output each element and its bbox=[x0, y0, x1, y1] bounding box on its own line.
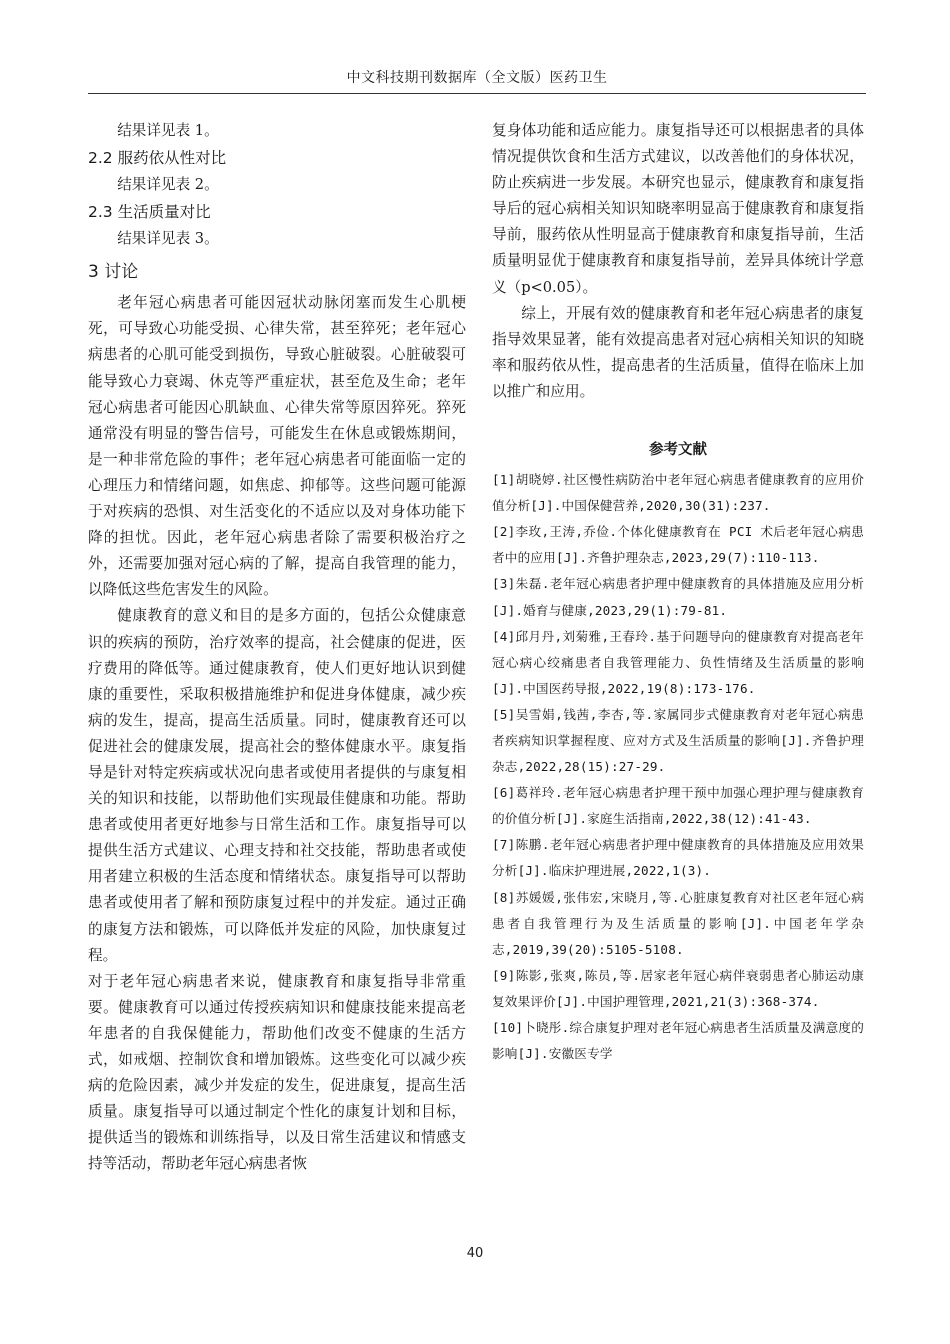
section-2-3-text: 结果详见表 3。 bbox=[117, 230, 219, 248]
discussion-paragraph-3: 对于老年冠心病患者来说，健康教育和康复指导非常重要。健康教育可以通过传授疾病知识和健康技能来提高老年患者的自我保健能力，帮助他们改变不健康的生活方式，如戒烟、控制饮食和增加锻炼。这些变化可以减少疾病的危险因素，减少并发症的发生，促进康复，提高生活质量。康复指导可以通过制定个性化的康复计划和目标，提供适当的锻炼和训练指导，以及日常生活建议和情感支持等活动，帮助老年冠心病患者恢 bbox=[88, 972, 466, 1173]
discussion-paragraph-2: 健康教育的意义和目的是多方面的，包括公众健康意识的疾病的预防，治疗效率的提高，社会健康的促进，医疗费用的降低等。通过健康教育，使人们更好地认识到健康的重要性，采取积极措施维护和促进身体健康，减少疾病的发生，提高，提高生活质量。同时，健康教育还可以促进社会的健康发展，提高社会的整体健康水平。康复指导是针对特定疾病或状况向患者或使用者提供的与康复相关的知识和技能，以帮助他们实现最佳健康和功能。帮助患者或使用者更好地参与日常生活和工作。康复指导可以提供生活方式建议、心理支持和社交技能，帮助患者或使用者建立积极的生活态度和情绪状态。康复指导可以帮助患者或使用者了解和预防康复过程中的并发症。通过正确的康复方法和锻炼，可以降低并发症的风险，加快康复过程。 bbox=[88, 607, 466, 964]
reference-item: [2]李玫,王涛,乔俭.个体化健康教育在 PCI 术后老年冠心病患者中的应用[J].齐鲁护理杂志,2023,29(7):110-113. bbox=[492, 524, 864, 566]
right-column bbox=[492, 118, 864, 1067]
continued-paragraph: 复身体功能和适应能力。康复指导还可以根据患者的具体情况提供饮食和生活方式建议，以改善他们的身体状况，防止疾病进一步发展。本研究也显示，健康教育和康复指导后的冠心病相关知识知晓率明显高于健康教育和康复指导前，服药依从性明显高于健康教育和康复指导前，生活质量明显优于健康教育和康复指导前，差异具体统计学意义（p<0.05）。 bbox=[492, 122, 864, 296]
reference-list bbox=[492, 467, 864, 1067]
section-3-heading: 3 讨论 bbox=[88, 262, 139, 283]
reference-item: [1]胡晓婷.社区慢性病防治中老年冠心病患者健康教育的应用价值分析[J].中国保健营养,2020,30(31):237. bbox=[492, 472, 864, 514]
journal-header: 中文科技期刊数据库（全文版）医药卫生 bbox=[346, 70, 608, 86]
left-column bbox=[88, 118, 466, 1177]
intro-line: 结果详见表 1。 bbox=[117, 122, 219, 139]
reference-item: [8]苏媛媛,张伟宏,宋晓月,等.心脏康复教育对社区老年冠心病患者自我管理行为及生活质量的影响[J].中国老年学杂志,2019,39(20):5105-5108. bbox=[492, 889, 864, 957]
section-2-2-heading: 2.2 服药依从性对比 bbox=[88, 149, 227, 168]
references-title: 参考文献 bbox=[649, 442, 707, 459]
reference-item: [4]邱月丹,刘菊雅,王春玲.基于问题导向的健康教育对提高老年冠心病心绞痛患者自我管理能力、负性情绪及生活质量的影响[J].中国医药导报,2022,19(8):173-176. bbox=[492, 628, 864, 696]
conclusion-paragraph: 综上，开展有效的健康教育和老年冠心病患者的康复指导效果显著，能有效提高患者对冠心病相关知识的知晓率和服药依从性，提高患者的生活质量，值得在临床上加以推广和应用。 bbox=[492, 304, 864, 400]
header-rule bbox=[88, 93, 866, 94]
discussion-paragraph-1: 老年冠心病患者可能因冠状动脉闭塞而发生心肌梗死，可导致心功能受损、心律失常，甚至猝死；老年冠心病患者的心肌可能受到损伤，导致心脏破裂。心脏破裂可能导致心力衰竭、休克等严重症状，甚至危及生命；老年冠心病患者可能因心肌缺血、心律失常等原因猝死。猝死通常没有明显的警告信号，可能发生在休息或锻炼期间，是一种非常危险的事件；老年冠心病患者可能面临一定的心理压力和情绪问题，如焦虑、抑郁等。这些问题可能源于对疾病的恐惧、对生活变化的不适应以及对身体功能下降的担忧。因此，老年冠心病患者除了需要积极治疗之外，还需要加强对冠心病的了解，提高自我管理的能力，以降低这些危害发生的风险。 bbox=[88, 294, 466, 599]
reference-item: [10]卜晓彤.综合康复护理对老年冠心病患者生活质量及满意度的影响[J].安徽医专学 bbox=[492, 1020, 864, 1062]
reference-item: [9]陈影,张爽,陈员,等.居家老年冠心病伴衰弱患者心肺运动康复效果评价[J].中国护理管理,2021,21(3):368-374. bbox=[492, 967, 864, 1009]
page-number: 40 bbox=[466, 1246, 484, 1261]
section-2-2-text: 结果详见表 2。 bbox=[117, 176, 219, 194]
reference-item: [5]吴雪娟,钱茜,李杏,等.家属同步式健康教育对老年冠心病患者疾病知识掌握程度、应对方式及生活质量的影响[J].齐鲁护理杂志,2022,28(15):27-29. bbox=[492, 706, 864, 775]
reference-item: [7]陈鹏.老年冠心病患者护理中健康教育的具体措施及应用效果分析[J].临床护理进展,2022,1(3). bbox=[492, 837, 864, 879]
reference-item: [6]葛祥玲.老年冠心病患者护理干预中加强心理护理与健康教育的价值分析[J].家庭生活指南,2022,38(12):41-43. bbox=[492, 785, 864, 827]
section-2-3-heading: 2.3 生活质量对比 bbox=[88, 203, 211, 222]
reference-item: [3]朱磊.老年冠心病患者护理中健康教育的具体措施及应用分析[J].婚育与健康,2023,29(1):79-81. bbox=[492, 576, 864, 618]
